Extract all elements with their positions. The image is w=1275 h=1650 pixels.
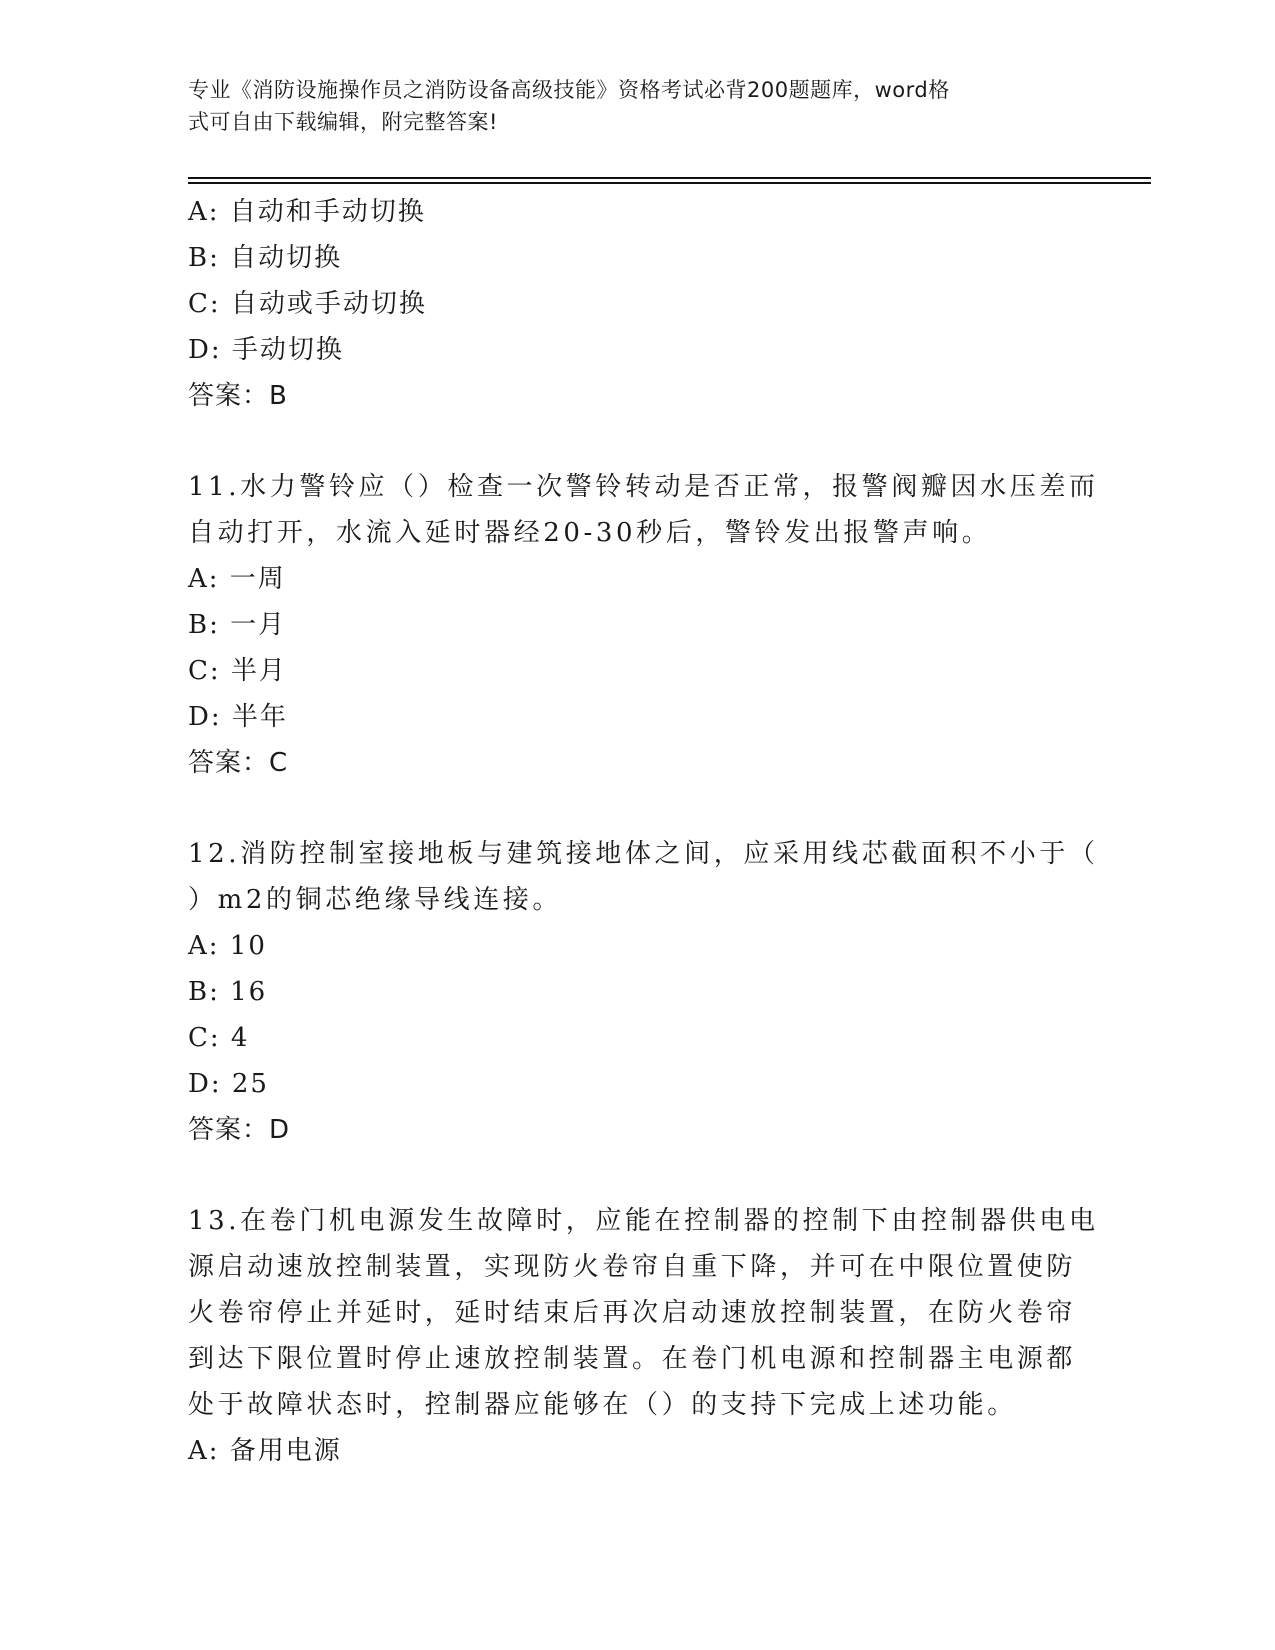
question-stem-line: 到达下限位置时停止速放控制装置。在卷门机电源和控制器主电源都 xyxy=(188,1344,1077,1374)
option-c: C: 半月 xyxy=(188,656,287,686)
spacer xyxy=(188,786,1088,831)
spacer xyxy=(188,419,1088,464)
page-header xyxy=(188,74,1068,138)
question-block-12 xyxy=(188,831,1099,1153)
question-stem-line: 火卷帘停止并延时，延时结束后再次启动速放控制装置，在防火卷帘 xyxy=(188,1298,1077,1328)
option-a: A: 10 xyxy=(188,931,267,961)
option-a: A: 自动和手动切换 xyxy=(188,197,426,227)
option-d: D: 手动切换 xyxy=(188,335,344,365)
question-block-10 xyxy=(188,189,1088,419)
spacer xyxy=(188,1153,1088,1198)
option-c: C: 自动或手动切换 xyxy=(188,289,427,319)
question-stem-line: 11.水力警铃应（）检查一次警铃转动是否正常，报警阀瓣因水压差而 xyxy=(188,472,1099,502)
option-b: B: 自动切换 xyxy=(188,243,343,273)
answer-line: 答案：C xyxy=(188,748,289,778)
header-rule-bottom xyxy=(188,182,1151,184)
question-stem-line: 12.消防控制室接地板与建筑接地体之间，应采用线芯截面积不小于（ xyxy=(188,839,1099,869)
option-d: D: 半年 xyxy=(188,702,288,732)
option-c: C: 4 xyxy=(188,1023,250,1053)
header-line-1: 专业《消防设施操作员之消防设备高级技能》资格考试必背200题题库，word格 xyxy=(188,78,950,102)
question-block-13 xyxy=(188,1198,1099,1474)
header-line-2: 式可自由下载编辑，附完整答案! xyxy=(188,110,498,134)
question-list xyxy=(188,189,1099,1474)
question-block-11 xyxy=(188,464,1099,786)
question-stem-line: ）m2的铜芯绝缘导线连接。 xyxy=(188,885,562,915)
answer-line: 答案：B xyxy=(188,381,288,411)
question-stem-line: 处于故障状态时，控制器应能够在（）的支持下完成上述功能。 xyxy=(188,1390,1017,1420)
question-stem-line: 13.在卷门机电源发生故障时，应能在控制器的控制下由控制器供电电 xyxy=(188,1206,1099,1236)
answer-line: 答案：D xyxy=(188,1115,291,1145)
option-d: D: 25 xyxy=(188,1069,269,1099)
option-b: B: 16 xyxy=(188,977,268,1007)
header-rule-top xyxy=(188,177,1151,179)
question-stem-line: 自动打开，水流入延时器经20-30秒后，警铃发出报警声响。 xyxy=(188,518,992,548)
option-a: A: 备用电源 xyxy=(188,1436,342,1466)
option-b: B: 一月 xyxy=(188,610,287,640)
question-stem-line: 源启动速放控制装置，实现防火卷帘自重下降，并可在中限位置使防 xyxy=(188,1252,1077,1282)
option-a: A: 一周 xyxy=(188,564,286,594)
